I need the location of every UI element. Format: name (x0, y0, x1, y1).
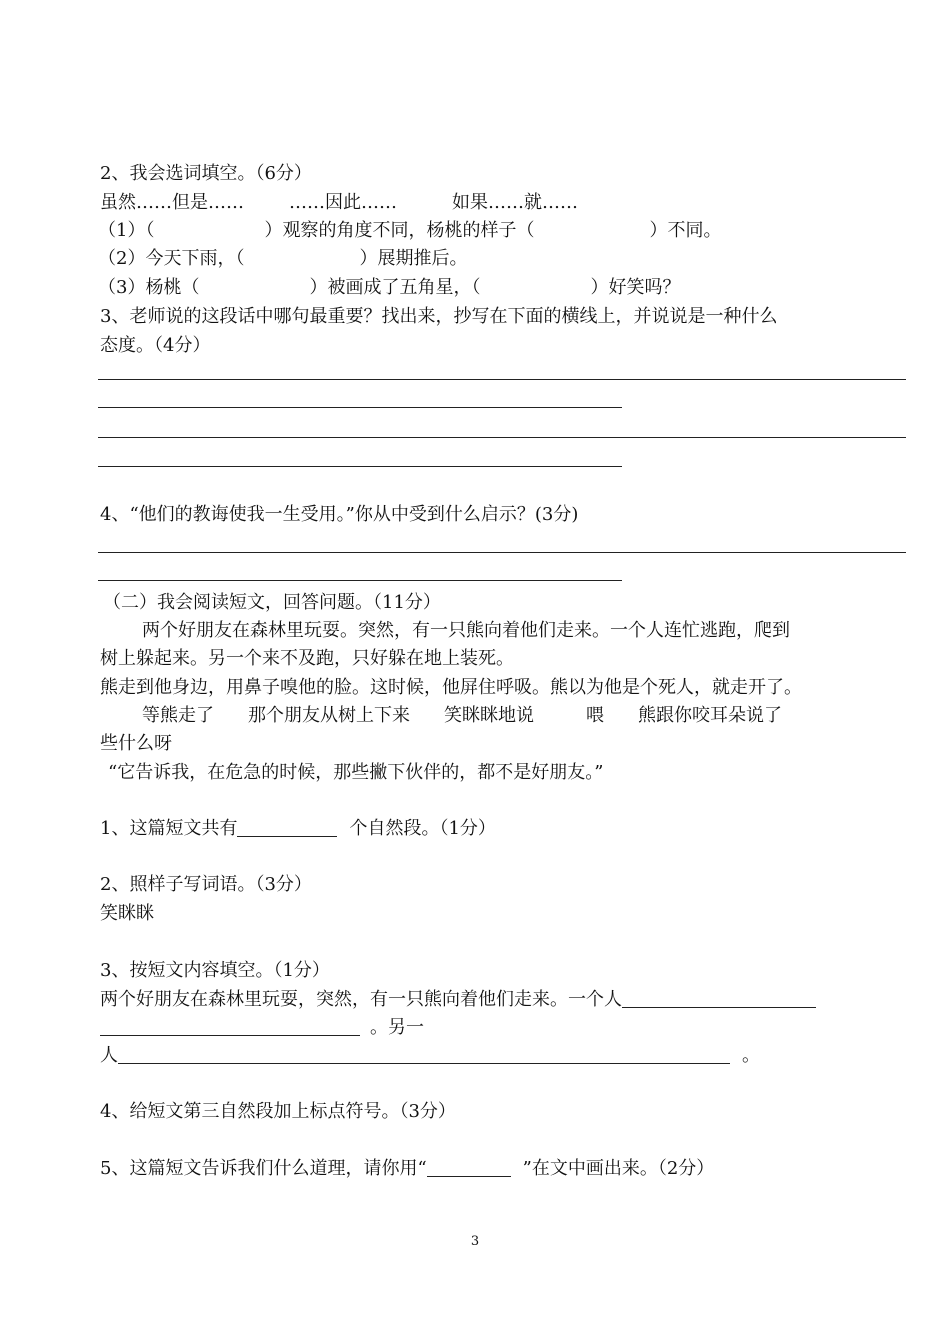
passage-para-4: “它告诉我，在危急的时候，那些撇下伙伴的，都不是好朋友。” (108, 762, 604, 783)
q2-sentence-3: （3）杨桃（ ）被画成了五角星，（ ）好笑吗？ (98, 277, 681, 298)
question-2-example: 笑眯眯 (100, 903, 154, 924)
q4-text: 4、“他们的教诲使我一生受用。”你从中受到什么启示？(3分) (100, 504, 579, 525)
passage-para-2: 熊走到他身边，用鼻子嗅他的脸。这时候，他屏住呼吸。熊以为他是个死人，就走开了。 (100, 677, 802, 698)
question-3-line-3: 人 。 (100, 1045, 760, 1066)
answer-line[interactable] (98, 552, 906, 553)
q3-line-1: 3、老师说的这段话中哪句最重要？找出来，抄写在下面的横线上，并说说是一种什么 (100, 306, 778, 327)
passage-para-1-cont: 树上躲起来。另一个来不及跑，只好躲在地上装死。 (100, 648, 514, 669)
q2-sentence-2: （2）今天下雨，（ ）展期推后。 (98, 248, 468, 269)
blank-field[interactable] (622, 987, 816, 1008)
option-1: 虽然……但是…… (100, 192, 244, 213)
q2-options (100, 190, 578, 216)
blank-field[interactable] (100, 1015, 360, 1036)
answer-line[interactable] (98, 379, 906, 380)
answer-line[interactable] (98, 437, 906, 438)
passage-para-3-cont: 些什么呀 (100, 733, 172, 754)
passage-para-3: 等熊走了 那个朋友从树上下来 笑眯眯地说 喂 熊跟你咬耳朵说了 (142, 705, 782, 726)
question-1: 1、这篇短文共有 个自然段。（1分） (100, 818, 496, 839)
blank-field[interactable] (118, 1043, 730, 1064)
q3-line-2: 态度。（4分） (100, 335, 211, 356)
question-5: 5、这篇短文告诉我们什么道理，请你用“ ”在文中画出来。（2分） (100, 1158, 715, 1179)
question-3-title: 3、按短文内容填空。（1分） (100, 960, 330, 981)
question-4: 4、给短文第三自然段加上标点符号。（3分） (100, 1101, 456, 1122)
passage-para-1: 两个好朋友在森林里玩耍。突然，有一只熊向着他们走来。一个人连忙逃跑，爬到 (142, 620, 790, 641)
q2-sentence-1: （1）（ ）观察的角度不同，杨桃的样子（ ）不同。 (98, 220, 722, 241)
question-3-line-2: 。另一 (100, 1015, 424, 1041)
answer-line[interactable] (98, 580, 622, 581)
option-2: ……因此…… (289, 192, 397, 213)
underline-sample (427, 1156, 511, 1177)
part2-title: （二）我会阅读短文，回答问题。（11分） (103, 592, 441, 613)
question-2-title: 2、照样子写词语。（3分） (100, 874, 312, 895)
answer-line[interactable] (98, 466, 622, 467)
q2-title: 2、我会选词填空。（6分） (100, 163, 312, 184)
question-3-line-1: 两个好朋友在森林里玩耍，突然，有一只熊向着他们走来。一个人 (100, 987, 816, 1013)
blank-field[interactable] (237, 816, 337, 837)
option-3: 如果……就…… (452, 192, 578, 213)
page-number: 3 (470, 1234, 480, 1249)
answer-line[interactable] (98, 407, 622, 408)
